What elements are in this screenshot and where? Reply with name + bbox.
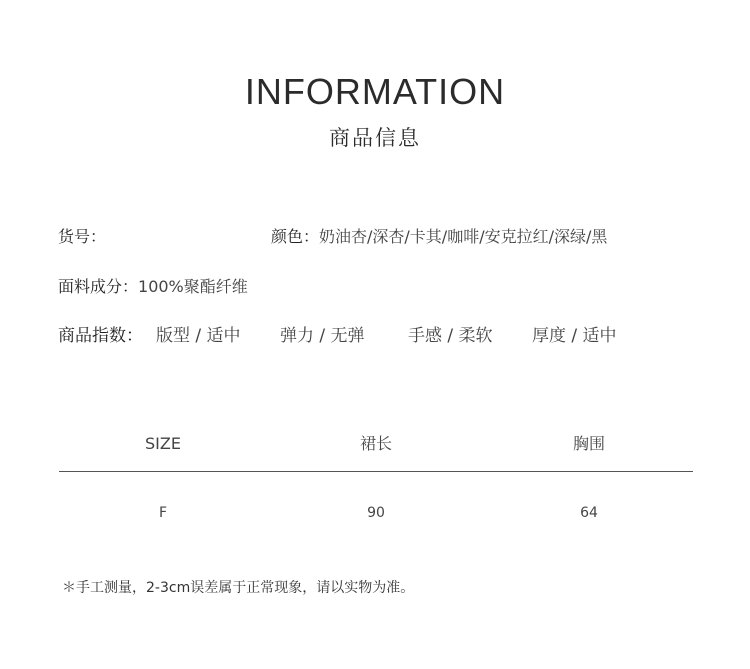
- material-value: 100%聚酯纤维: [138, 277, 248, 296]
- index-thickness: 厚度 / 适中: [532, 326, 617, 346]
- page-title-chinese: 商品信息: [329, 126, 421, 150]
- material-row: [58, 276, 248, 298]
- index-feel: 手感 / 柔软: [408, 326, 493, 346]
- index-elasticity: 弹力 / 无弹: [280, 326, 365, 346]
- size-cell-bust: 64: [580, 505, 598, 521]
- measurement-note: ＊手工测量，2-3cm误差属于正常现象，请以实物为准。: [62, 580, 415, 596]
- size-header-bust: 胸围: [572, 434, 605, 453]
- size-cell-length: 90: [367, 505, 385, 521]
- item-number-row: [58, 226, 106, 248]
- color-label: 颜色：: [271, 227, 320, 246]
- index-fit: 版型 / 适中: [156, 326, 241, 346]
- item-number-label: 货号：: [58, 227, 107, 246]
- color-value: 奶油杏/深杏/卡其/咖啡/安克拉红/深绿/黑: [319, 227, 608, 246]
- size-cell-size: F: [158, 505, 168, 521]
- size-header-length: 裙长: [359, 434, 392, 453]
- page-title-english: INFORMATION: [244, 71, 506, 112]
- color-row: [271, 226, 607, 248]
- material-label: 面料成分：: [58, 277, 139, 296]
- size-header-size: SIZE: [145, 434, 181, 453]
- product-index-label: 商品指数：: [58, 326, 143, 346]
- product-index-row: [58, 325, 143, 347]
- table-divider: [59, 471, 693, 472]
